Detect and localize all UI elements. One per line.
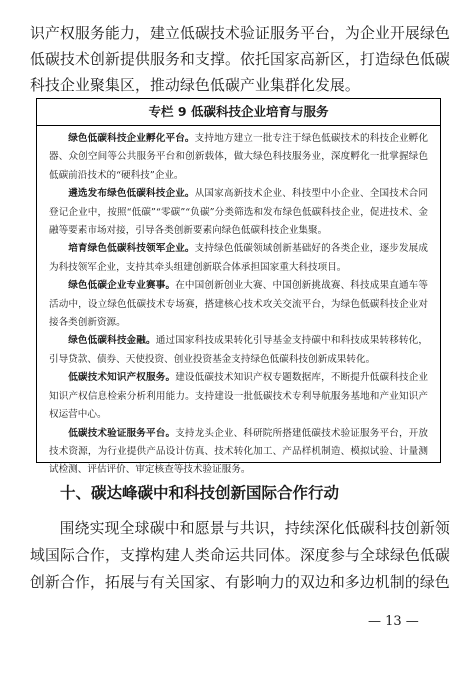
paragraph-lead: 低碳技术知识产权服务。 <box>68 372 176 384</box>
page-number: — 13 — <box>368 614 419 629</box>
paragraph-text: 在中国创新创业大赛、中国创新挑战赛、科技成果直通车等活动中，设立绿色低碳技术专场赛，搭建核心技术攻关交流平台，为绿色低碳科技企业对接各类创新资源。 <box>49 280 429 329</box>
paragraph-lead: 绿色低碳科技金融。 <box>68 335 156 347</box>
column-paragraph <box>49 369 428 424</box>
column-paragraph <box>49 425 428 480</box>
paragraph-lead: 绿色低碳科技企业孵化平台。 <box>68 133 195 144</box>
paragraph-text: 支持龙头企业、科研院所搭建低碳技术验证服务平台，开放技术资源，为行业提供产品设计仿真、技术转化加工、产品样机制造、模拟试验、计量测试检测、评估评价、审定核查等技术验证服务。 <box>49 427 429 476</box>
paragraph-lead: 遴选发布绿色低碳科技企业。 <box>68 188 195 200</box>
paragraph-text: 支持绿色低碳领域创新基础好的各类企业，逐步发展成为科技领军企业，支持其牵头组建创新联合体承担国家重大科技项目。 <box>49 243 429 273</box>
section-paragraph: 围绕实现全球碳中和愿景与共识，持续深化低碳科技创新领域国际合作，支撑构建人类命运共同体。深度参与全球绿色低碳创新合作，拓展与有关国家、有影响力的双边和多边机制的绿色 <box>30 520 450 591</box>
column-box <box>36 98 441 476</box>
column-paragraph <box>49 240 428 277</box>
paragraph-text: 通过国家科技成果转化引导基金支持碳中和科技成果转移转化，引导贷款、债券、天使投资、创业投资基金支持绿色低碳科技创新成果转化。 <box>49 335 429 365</box>
column-paragraph <box>49 277 428 332</box>
paragraph-lead: 低碳技术验证服务平台。 <box>68 427 176 439</box>
paragraph-lead: 绿色低碳企业专业赛事。 <box>68 280 176 292</box>
column-box-title: 专栏 9 低碳科技企业培育与服务 <box>37 99 440 126</box>
column-paragraph <box>49 332 428 369</box>
column-box-body <box>37 126 440 480</box>
paragraph-lead: 培育绿色低碳科技领军企业。 <box>68 243 195 255</box>
column-paragraph <box>49 130 428 185</box>
paragraph-text: 建设低碳技术知识产权专题数据库，不断提升低碳科技企业知识产权信息检索分析利用能力。支持建设一批低碳技术专利导航服务基地和产业知识产权运营中心。 <box>49 372 429 421</box>
column-paragraph <box>49 185 428 240</box>
paragraph-text: 支持地方建立一批专注于绿色低碳技术的科技企业孵化器、众创空间等公共服务平台和创新载体，做大绿色科技服务业，深度孵化一批掌握绿色低碳前沿技术的“硬科技”企业。 <box>49 133 429 181</box>
paragraph-text: 从国家高新技术企业、科技型中小企业、全国技术合同登记企业中，按照“低碳”“零碳”“负碳”分类筛选和发布绿色低碳科技企业，促进技术、金融等要素市场对接，引导各类创新要素向绿色低碳科技企业集聚。 <box>49 188 429 237</box>
intro-paragraph: 识产权服务能力，建立低碳技术验证服务平台，为企业开展绿色低碳技术创新提供服务和支撑。依托国家高新区，打造绿色低碳科技企业聚集区，推动绿色低碳产业集群化发展。 <box>30 24 450 94</box>
section-heading: 十、碳达峰碳中和科技创新国际合作行动 <box>60 484 340 502</box>
